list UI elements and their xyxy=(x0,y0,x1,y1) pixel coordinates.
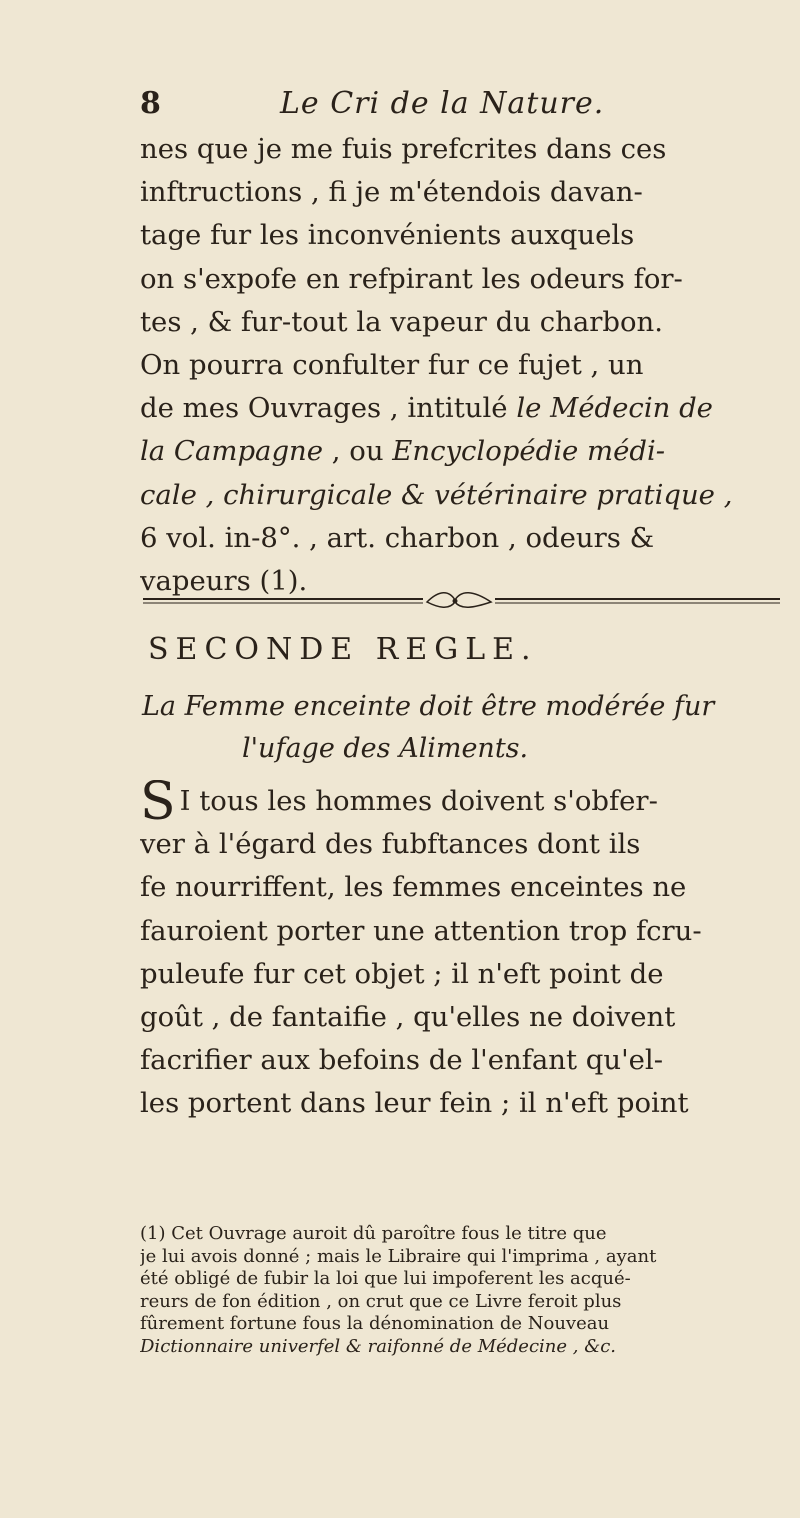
drop-cap: S xyxy=(140,780,176,824)
running-title: Le Cri de la Nature. xyxy=(280,86,605,121)
rule-paragraph xyxy=(140,780,780,1126)
text-line: cale , chirurgicale & vétérinaire pratique , xyxy=(140,478,733,511)
text-line: tes , & fur-tout la vapeur du charbon. xyxy=(140,305,663,338)
section-subtitle xyxy=(142,686,782,770)
text-line: fe nourriffent, les femmes enceintes ne xyxy=(140,871,687,904)
subtitle-line: l'ufage des Aliments. xyxy=(242,733,529,764)
book-title-italic: le Médecin de xyxy=(516,392,713,425)
text-line: fauroient porter une attention trop fcru- xyxy=(140,914,702,947)
footnote-line: reurs de fon édition , on crut que ce Livre feroit plus xyxy=(140,1290,622,1312)
text-span: , ou xyxy=(323,435,393,468)
text-line: tage fur les inconvénients auxquels xyxy=(140,219,635,252)
text-span: I tous les hommes doivent s'obfer- xyxy=(179,785,658,817)
text-line: goût , de fantaifie , qu'elles ne doivent xyxy=(140,1000,676,1033)
ornamental-rule xyxy=(143,588,780,616)
subtitle-line: La Femme enceinte doit être modérée fur xyxy=(142,691,715,722)
text-line xyxy=(140,780,780,823)
text-line: les portent dans leur fein ; il n'eft point xyxy=(140,1087,689,1120)
text-line: vapeurs (1). xyxy=(140,564,308,597)
text-span: de mes Ouvrages , intitulé xyxy=(140,392,517,425)
footnote-line: fûrement fortune fous la dénomination de Nouveau xyxy=(140,1313,610,1334)
book-title-italic: Encyclopédie médi- xyxy=(392,435,666,468)
text-line: On pourra confulter fur ce fujet , un xyxy=(140,348,644,381)
text-line xyxy=(140,387,780,430)
text-line: inftructions , fi je m'étendois davan- xyxy=(140,176,643,209)
book-title-italic: la Campagne xyxy=(140,435,324,468)
text-line xyxy=(140,430,780,473)
text-line: puleufe fur cet objet ; il n'eft point de xyxy=(140,957,664,990)
footnote-line: Dictionnaire univerfel & raifonné de Médecine , &c. xyxy=(140,1335,617,1357)
footnote-line: (1) Cet Ouvrage auroit dû paroître fous le titre que xyxy=(140,1223,607,1244)
page-number: 8 xyxy=(140,86,161,121)
text-line: nes que je me fuis prefcrites dans ces xyxy=(140,133,667,165)
page-header xyxy=(140,86,800,126)
section-title: SECONDE REGLE. xyxy=(148,632,538,667)
footnote-line: été obligé de fubir la loi que lui impoferent les acqué- xyxy=(140,1268,631,1289)
footnote xyxy=(140,1223,780,1358)
text-line: on s'expofe en refpirant les odeurs for- xyxy=(140,262,683,295)
footnote-line: je lui avois donné ; mais le Libraire qui l'imprima , ayant xyxy=(140,1245,657,1267)
text-line: 6 vol. in-8°. , art. charbon , odeurs & xyxy=(140,521,655,554)
opening-paragraph xyxy=(140,128,780,603)
text-line: facrifier aux befoins de l'enfant qu'el- xyxy=(140,1044,664,1077)
text-line: ver à l'égard des fubftances dont ils xyxy=(140,828,641,861)
